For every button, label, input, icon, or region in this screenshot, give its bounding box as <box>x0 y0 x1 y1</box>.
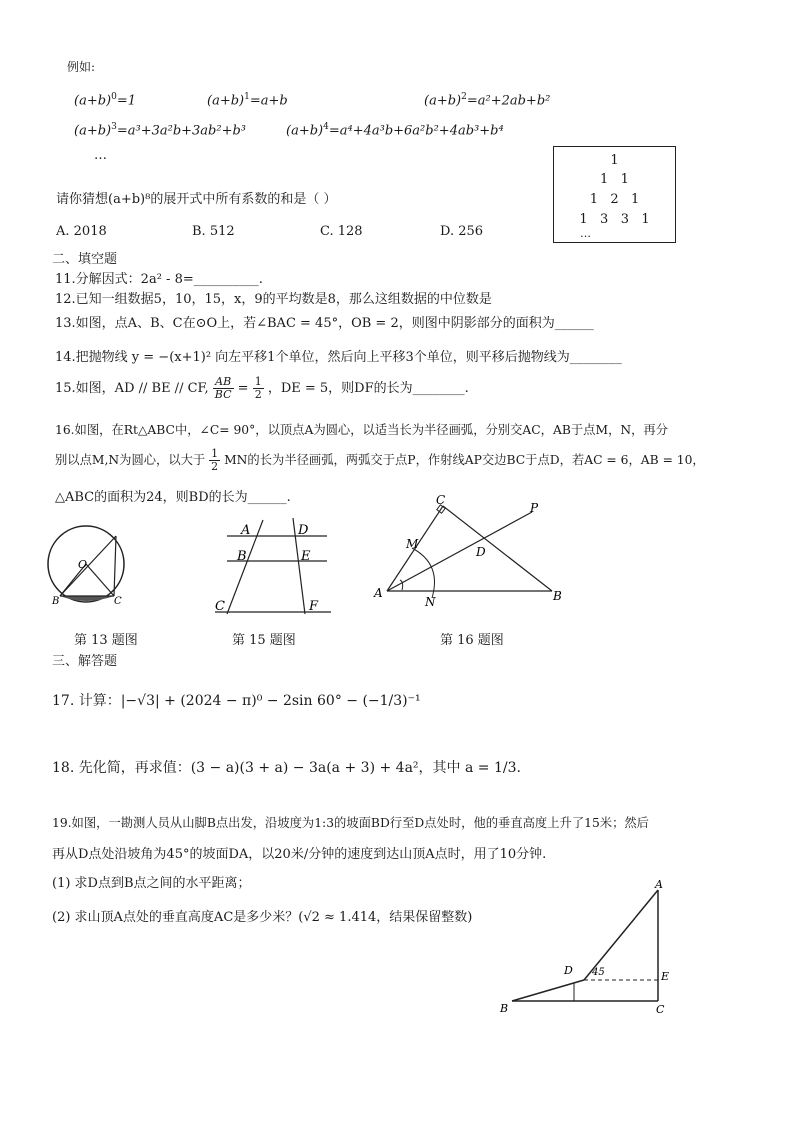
expansion-1-rhs: =a+b <box>249 93 288 109</box>
figure-13-label-o: O <box>78 558 88 571</box>
question-15 <box>55 376 469 401</box>
expansion-4-rhs: =a⁴+4a³b+6a²b²+4ab³+b⁴ <box>328 123 504 139</box>
expansion-4 <box>286 122 504 138</box>
question-14: 14.把抛物线 y = −(x+1)² 向左平移1个单位，然后向上平移3个单位，则平移后抛物线为________ <box>55 350 622 365</box>
pascal-triangle-box <box>553 146 676 243</box>
question-15-frac2-num: 1 <box>254 375 262 388</box>
question-13: 13.如图，点A、B、C在⊙O上，若∠BAC = 45°，OB = 2，则图中阴影部分的面积为______ <box>55 316 594 331</box>
expansion-2-rhs: =a²+2ab+b² <box>466 93 551 109</box>
expansion-dots: … <box>94 148 107 163</box>
question-18: 18. 先化简，再求值：(3 − a)(3 + a) − 3a(a + 3) + 4a²，其中 a = 1/3. <box>52 760 521 776</box>
figure-16-label-b: B <box>553 589 562 603</box>
question-15-part-b: ，DE = 5，则DF的长为________. <box>267 381 469 396</box>
pascal-row-4: 1 3 3 1 <box>579 212 650 227</box>
pascal-row-1: 1 <box>610 153 619 168</box>
question-16-line-2-b: MN的长为半径画弧，两弧交于点P，作射线AP交边BC于点D，若AC = 6，AB = 10， <box>224 453 705 467</box>
expansion-4-exp: 4 <box>323 122 329 132</box>
question-15-frac-num: AB <box>213 376 234 389</box>
figure-16-label-p: P <box>530 501 539 515</box>
figure-16-label-n: N <box>425 595 436 608</box>
expansion-0-exp: 0 <box>111 92 117 102</box>
expansion-3-rhs: =a³+3a²b+3ab²+b³ <box>116 123 247 139</box>
expansion-3 <box>74 122 246 138</box>
figure-13-caption: 第 13 题图 <box>74 633 138 648</box>
pascal-row-5: … <box>580 227 591 240</box>
figure-19-label-b: B <box>500 1002 509 1015</box>
figure-13-shaded-segment <box>60 596 114 601</box>
intro-lead: 例如: <box>67 60 96 74</box>
question-19-part-1: (1) 求D点到B点之间的水平距离； <box>52 876 251 891</box>
figure-13 <box>44 522 134 612</box>
figure-19-label-a: A <box>655 878 663 891</box>
question-16-line-2-a: 别以点M,N为圆心，以大于 <box>55 453 206 467</box>
figure-19-label-c: C <box>656 1003 665 1016</box>
figure-16-label-d: D <box>476 545 486 559</box>
figure-15-label-e: E <box>301 549 311 564</box>
figure-16-label-a: A <box>374 586 383 600</box>
question-15-frac2-den: 2 <box>254 388 262 401</box>
figure-15-caption: 第 15 题图 <box>232 633 296 648</box>
expansion-3-lhs: (a+b) <box>74 123 112 139</box>
question-19-line-2: 再从D点处沿坡角为45°的坡面DA，以20米/分钟的速度到达山顶A点时，用了10分钟. <box>52 847 547 862</box>
question-12: 12.已知一组数据5，10，15，x，9的平均数是8，那么这组数据的中位数是 <box>55 292 492 307</box>
figure-15-label-d: D <box>298 523 309 538</box>
figure-15-label-c: C <box>215 599 225 614</box>
figure-19-label-d: D <box>564 964 573 977</box>
question-16-fraction-half <box>209 448 220 473</box>
section-2-heading: 二、填空题 <box>52 252 118 267</box>
expansion-2-exp: 2 <box>461 92 467 102</box>
question-10-prompt: 请你猜想(a+b)⁸的展开式中所有系数的和是（ ） <box>56 192 337 207</box>
question-15-fraction-ab-bc <box>213 376 234 401</box>
question-16-frac-num: 1 <box>211 447 219 460</box>
expansion-1 <box>207 92 288 108</box>
figure-19-label-angle: 45 <box>592 967 605 978</box>
figure-16-caption: 第 16 题图 <box>440 633 504 648</box>
figure-16-label-c: C <box>436 494 446 507</box>
figure-15-label-a: A <box>241 523 251 538</box>
figure-19 <box>498 876 678 1016</box>
question-15-equals: = <box>237 381 249 396</box>
question-10-option-b: B. 512 <box>192 224 235 239</box>
question-16-frac-den: 2 <box>211 460 219 473</box>
question-10-option-c: C. 128 <box>320 224 363 239</box>
question-16-line-2 <box>55 448 705 473</box>
question-19-part-2: (2) 求山顶A点处的垂直高度AC是多少米？(√2 ≈ 1.414，结果保留整数) <box>52 910 473 925</box>
question-16-line-3: △ABC的面积为24，则BD的长为______. <box>55 490 291 505</box>
question-10-option-d: D. 256 <box>440 224 484 239</box>
figure-15-label-f: F <box>309 599 319 614</box>
question-15-part-a: 15.如图，AD // BE // CF, <box>55 381 209 396</box>
question-10-option-a: A. 2018 <box>56 224 107 239</box>
question-15-fraction-half <box>253 376 264 401</box>
figure-13-label-c: C <box>114 596 122 607</box>
expansion-3-exp: 3 <box>111 122 117 132</box>
expansion-1-exp: 1 <box>244 92 250 102</box>
question-15-frac-den: BC <box>214 388 232 401</box>
figure-13-label-b: B <box>52 596 60 607</box>
expansion-2 <box>424 92 550 108</box>
pascal-row-3: 1 2 1 <box>589 192 640 207</box>
figure-19-label-e: E <box>661 970 670 983</box>
question-19-line-1: 19.如图，一勘测人员从山脚B点出发，沿坡度为1:3的坡面BD行至D点处时，他的垂直高度上升了15米；然后 <box>52 816 649 830</box>
figure-15 <box>205 518 340 618</box>
figure-16-label-m: M <box>406 537 419 551</box>
expansion-0 <box>74 92 136 108</box>
section-3-heading: 三、解答题 <box>52 654 118 669</box>
figure-15-label-b: B <box>237 549 247 564</box>
question-11: 11.分解因式：2a² - 8=__________. <box>55 272 263 287</box>
expansion-2-lhs: (a+b) <box>424 93 462 109</box>
figure-16 <box>370 494 570 608</box>
question-16-line-1: 16.如图，在Rt△ABC中，∠C= 90°，以顶点A为圆心，以适当长为半径画弧，分别交AC，AB于点M，N，再分 <box>55 423 669 437</box>
expansion-1-lhs: (a+b) <box>207 93 245 109</box>
expansion-0-lhs: (a+b) <box>74 93 112 109</box>
expansion-0-rhs: =1 <box>116 93 137 109</box>
question-17: 17. 计算：|−√3| + (2024 − π)⁰ − 2sin 60° − (−1/3)⁻¹ <box>52 693 421 709</box>
pascal-row-2: 1 1 <box>600 172 629 187</box>
expansion-4-lhs: (a+b) <box>286 123 324 139</box>
